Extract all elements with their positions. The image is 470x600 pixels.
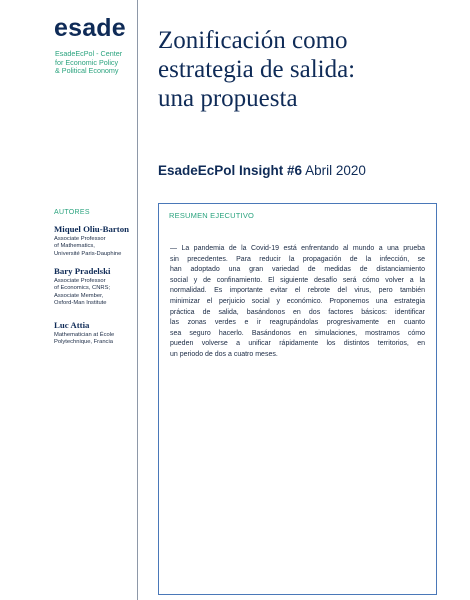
executive-summary-box: [158, 203, 437, 595]
author-affiliation: [54, 236, 136, 258]
series-name: EsadeEcPol Insight #6: [158, 163, 303, 178]
document-title: [158, 26, 448, 113]
author-name: Luc Attia: [54, 320, 90, 330]
summary-line: sea seguro hacerlo. Basándonos en simulaciones, mostramos cómo: [170, 329, 425, 337]
institute-name: [55, 50, 135, 76]
institute-line: & Political Economy: [55, 66, 119, 76]
summary-line: un periodo de dos a cuatro meses.: [170, 350, 278, 358]
summary-line: práctica de salida, basándonos en dos factores básicos: identificar: [170, 308, 425, 316]
authors-heading: AUTORES: [54, 209, 90, 216]
author-name: Miquel Oliu-Barton: [54, 224, 130, 234]
sidebar-divider: [137, 0, 138, 600]
summary-text: [170, 244, 425, 361]
affiliation-line: Associate Professor: [54, 278, 106, 284]
summary-line: social y de confinamiento. El siguiente desafío será cómo volver a la: [170, 276, 425, 284]
affiliation-line: Oxford-Man Institute: [54, 299, 107, 306]
author-affiliation: [54, 278, 136, 307]
summary-line: han adoptado una gran variedad de medidas de distanciamiento: [170, 266, 425, 274]
affiliation-line: Associate Professor: [54, 236, 106, 242]
title-line: una propuesta: [158, 85, 298, 112]
title-line: estrategia de salida:: [158, 56, 356, 83]
author-affiliation: [54, 332, 136, 347]
summary-line: — La pandemia de la Covid-19 está enfrentando al mundo a una prueba: [170, 245, 425, 252]
institute-line: EsadeEcPol - Center: [55, 49, 123, 58]
summary-heading: RESUMEN EJECUTIVO: [169, 211, 255, 220]
author-name: Bary Pradelski: [54, 266, 111, 276]
institute-line: for Economic Policy: [55, 57, 119, 67]
affiliation-line: Associate Member,: [54, 292, 104, 299]
author-block: [54, 320, 136, 347]
author-block: [54, 224, 136, 258]
summary-line: las zonas verdes e ir reagrupándolas progresivamente en cuanto: [170, 319, 425, 327]
title-line: Zonificación como: [158, 27, 348, 54]
affiliation-line: Université Paris-Dauphine: [54, 250, 122, 257]
summary-line: sin precedentes. Para reducir la propagación de la infección, se: [170, 255, 425, 263]
affiliation-line: Mathematician at École: [54, 332, 115, 338]
affiliation-line: of Mathematics,: [54, 243, 95, 250]
summary-line: minimizar el perjuicio social y económico. Proponemos una estrategia: [170, 297, 425, 305]
series-line: [158, 163, 366, 178]
esade-logo: esade: [54, 14, 126, 42]
affiliation-line: Polytechnique, Francia: [54, 339, 113, 346]
author-block: [54, 266, 136, 307]
summary-line: normalidad. Es importante evitar el rebrote del virus, pero también: [170, 287, 425, 295]
series-date: Abril 2020: [305, 163, 366, 178]
affiliation-line: of Economics, CNRS;: [54, 285, 111, 292]
summary-line: pueden volverse a unificar rápidamente los distintos territorios, en: [170, 340, 425, 348]
